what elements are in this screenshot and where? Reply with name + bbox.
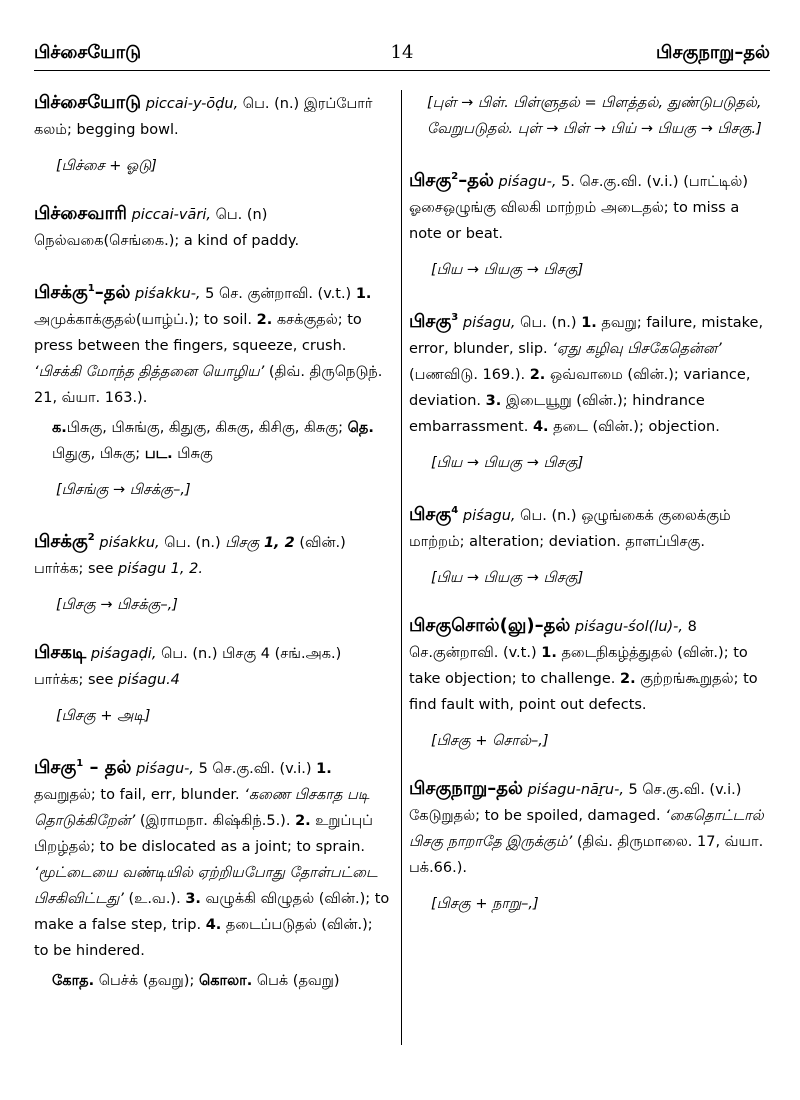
etymology: [பிய → பியகு → பிசகு]	[431, 262, 584, 278]
transliteration: piśagaḍi,	[90, 646, 157, 662]
dictionary-entry	[409, 776, 769, 917]
grammar-label: பெ. (n.)	[161, 646, 218, 662]
transliteration: piśakku,	[99, 535, 160, 551]
quotation: ‘கைதொட்டால் பிசகு நாறாதே இருக்கும்’	[409, 808, 764, 850]
grammar-label: 8 செ.குன்றாவி. (v.t.)	[409, 619, 697, 661]
header-right-guideword: பிசகுநாறு–தல்	[656, 42, 770, 63]
etymology: [பிய → பியகு → பிசகு]	[431, 455, 584, 471]
definition: கேடுறுதல்; to be spoiled, damaged.	[409, 808, 661, 824]
page-number: 14	[390, 42, 414, 63]
dictionary-entry: பிசக்கு$^1$–தல் piśakku-, 5 செ. குன்றாவி. (v.t.) 1. அமுக்காக்குதல்(யாழ்ப்.); to soil. 2. கசக்குதல்; to press between the fingers, squeeze, crush. ‘பிசக்கி மோந்த தித்தனை யொழிய’ (திவ். திருநெடுந். 21, வ்யா. 163.). க.பிசுகு, பிசுங்கு, கிதுகு, கிசுகு, கிசிகு, கிசுகு; தெ. பிதுகு, பிசுகு; பட. பிசுகு [பிசங்கு → பிசக்கு–,]	[34, 276, 390, 503]
transliteration: piśagu-,	[498, 174, 557, 190]
header-left-guideword: பிச்சையோடு	[34, 42, 142, 63]
headword: பிசகு$^2$–தல்	[409, 170, 494, 191]
headword: பிச்சையோடு	[34, 92, 142, 113]
etymology: [பிச்சை + ஓடு]	[56, 158, 157, 174]
citation: (உ.வ.).	[128, 891, 181, 907]
grammar-label: 5 செ.கு.வி. (v.i.)	[628, 782, 742, 798]
quotation: ‘மூட்டையை வண்டியில் ஏற்றியபோது தோள்பட்டை பிசகிவிட்டது’	[34, 865, 378, 907]
quotation: ‘ஏது கழிவு பிசகேதென்ன’	[552, 341, 722, 357]
quotation: ‘பிசக்கி மோந்த தித்தனை யொழிய’	[34, 364, 265, 380]
dictionary-entry	[409, 498, 769, 591]
grammar-label: 5. செ.கு.வி. (v.i.)	[561, 174, 679, 190]
headword: பிசகு$^3$	[409, 311, 459, 332]
grammar-label: பெ. (n.)	[242, 96, 300, 112]
definition: நெல்வகை(செங்கை.); a kind of paddy.	[34, 233, 300, 249]
grammar-label: பெ. (n.)	[520, 508, 577, 524]
headword: பிசகடி	[34, 642, 87, 663]
grammar-label: பெ. (n.)	[520, 315, 577, 331]
transliteration: piśagu-śol(lu)-,	[574, 619, 684, 635]
see-reference: piśagu.4	[118, 672, 180, 688]
etymology-continuation: [புள் → பிள். பிள்ளுதல் = பிளத்தல், துண்டுபடுதல், வேறுபடுதல். புள் → பிள் → பிய் → பியகு → பிசகு.]	[427, 95, 762, 137]
transliteration: piśagu,	[462, 508, 516, 524]
etymology: [பிசங்கு → பிசக்கு–,]	[56, 482, 191, 498]
headword: பிசகுசொல்(லு)–தல்	[409, 615, 571, 636]
dictionary-entry: பிசகு$^3$ piśagu, பெ. (n.) 1. தவறு; failure, mistake, error, blunder, slip. ‘ஏது கழிவு பிசகேதென்ன’ (பணவிடு. 169.). 2. ஒவ்வாமை (வின்.); variance, deviation. 3. இடையூறு (வின்.); hindrance embarrassment. 4. தடை (வின்.); objection. [பிய → பியகு → பிசகு]	[409, 305, 769, 476]
right-column	[409, 90, 769, 939]
etymology: [பிசகு + சொல்–,]	[431, 733, 549, 749]
grammar-label: 5 செ. குன்றாவி. (v.t.)	[205, 286, 352, 302]
headword: பிசகு$^4$	[409, 504, 459, 525]
transliteration: piśagu,	[462, 315, 516, 331]
etymology: [பிய → பியகு → பிசகு]	[431, 570, 584, 586]
citation: (திவ். திருநெடுந். 21, வ்யா. 163.).	[34, 364, 383, 406]
cognates: கோத. பெச்க் (தவறு); கொலா. பெக் (தவறு)	[52, 973, 340, 989]
transliteration: piccai-y-ōḍu,	[145, 96, 239, 112]
definition: ஒழுங்கைக் குலைக்கும் மாற்றம்; alteration; deviation. தாளப்பிசகு.	[409, 508, 731, 550]
etymology: [பிசகு + அடி]	[56, 708, 151, 724]
cognates: க.பிசுகு, பிசுங்கு, கிதுகு, கிசுகு, கிசிகு, கிசுகு; தெ. பிதுகு, பிசுகு; பட. பிசுகு	[52, 420, 374, 462]
see-reference: piśagu 1, 2.	[118, 561, 203, 577]
etymology: [பிசகு + நாறு–,]	[431, 896, 539, 912]
transliteration: piśakku-,	[135, 286, 201, 302]
left-column	[34, 90, 390, 1016]
headword: பிச்சைவாரி	[34, 203, 127, 224]
headword: பிசக்கு$^1$–தல்	[34, 282, 131, 303]
definition: அமுக்காக்குதல்(யாழ்ப்.); to soil.	[34, 312, 253, 328]
citation: (இராமநா. கிஷ்கிந்.5.).	[139, 813, 291, 829]
etymology: [பிசகு → பிசக்கு–,]	[56, 597, 178, 613]
citation: (பணவிடு. 169.).	[409, 367, 526, 383]
grammar-label: பெ. (n.)	[164, 535, 221, 551]
quotation: ‘கணை பிசகாத படி தொடுக்கிறேன்’	[34, 787, 370, 829]
citation: (திவ். திருமாலை. 17, வ்யா. பக்.66.).	[409, 834, 764, 876]
grammar-label: 5 செ.கு.வி. (v.i.)	[198, 761, 312, 777]
transliteration: piśagu-nāṟu-,	[527, 782, 624, 798]
dictionary-entry	[409, 164, 769, 283]
transliteration: piśagu-,	[136, 761, 194, 777]
dictionary-entry	[34, 90, 390, 179]
dictionary-entry: பிசகு$^1$ – தல் piśagu-, 5 செ.கு.வி. (v.i.) 1. தவறுதல்; to fail, err, blunder. ‘கணை பிசகாத படி தொடுக்கிறேன்’ (இராமநா. கிஷ்கிந்.5.). 2. உறுப்புப் பிறழ்தல்; to be dislocated as a joint; to sprain. ‘மூட்டையை வண்டியில் ஏற்றியபோது தோள்பட்டை பிசகிவிட்டது’ (உ.வ.). 3. வழுக்கி விழுதல் (வின்.); to make a false step, trip. 4. தடைப்படுதல் (வின்.); to be hindered. கோத. பெச்க் (தவறு); கொலா. பெக் (தவறு)	[34, 751, 390, 994]
transliteration: piccai-vāri,	[131, 207, 211, 223]
dictionary-entry: பிசக்கு$^2$ piśakku, பெ. (n.) பிசகு 1, 2 (வின்.) பார்க்க; see piśagu 1, 2. [பிசகு → பிசக்கு–,]	[34, 525, 390, 618]
definition: கசக்குதல்; to press between the fingers, squeeze, crush.	[34, 312, 362, 354]
headword: பிசகு$^1$ – தல்	[34, 757, 132, 778]
grammar-label: பெ. (n)	[215, 207, 268, 223]
definition: (பாட்டில்) ஓசைஒழுங்கு விலகி மாற்றம் அடைதல்; to miss a note or beat.	[409, 174, 748, 242]
dictionary-entry: பிசகுசொல்(லு)–தல் piśagu-śol(lu)-, 8 செ.குன்றாவி. (v.t.) 1. தடைநிகழ்த்துதல் (வின்.); to take objection; to challenge. 2. குற்றங்கூறுதல்; to find fault with, point out defects. [பிசகு + சொல்–,]	[409, 613, 769, 754]
headword: பிசக்கு$^2$	[34, 531, 95, 552]
header-rule	[34, 70, 770, 71]
definition: இரப்போர் கலம்; begging bowl.	[34, 96, 373, 138]
definition: பிசகு 4 (சங்.அக.) பார்க்க; see	[34, 646, 342, 688]
headword: பிசகுநாறு–தல்	[409, 778, 523, 799]
column-divider	[401, 90, 402, 1045]
dictionary-entry	[34, 201, 390, 254]
dictionary-entry	[34, 640, 390, 729]
page-header	[34, 40, 770, 74]
